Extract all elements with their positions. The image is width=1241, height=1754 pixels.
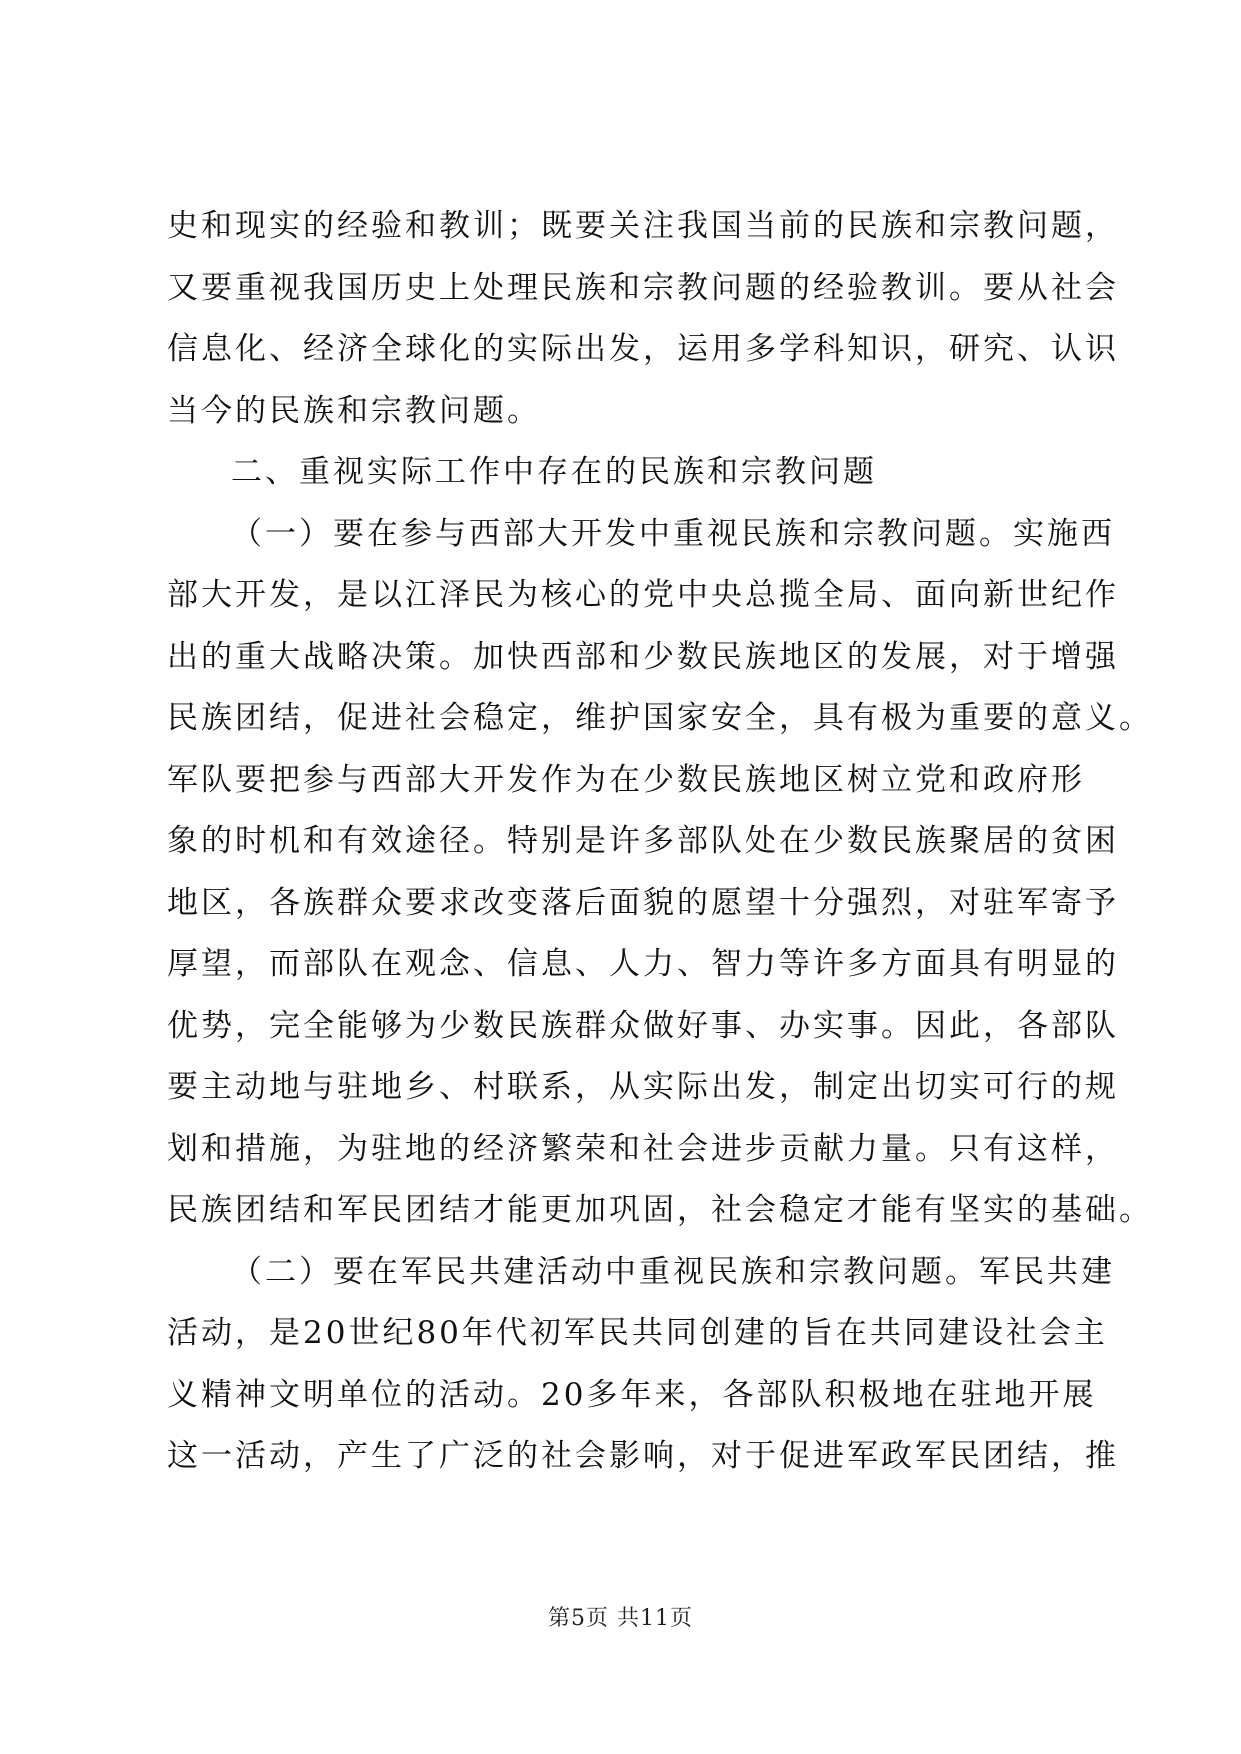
- text-line: 当今的民族和宗教问题。: [167, 392, 541, 429]
- text-line: 优势，完全能够为少数民族群众做好事、办实事。因此，各部队: [167, 1007, 1119, 1044]
- text-line: 信息化、经济全球化的实际出发，运用多学科知识，研究、认识: [167, 331, 1119, 367]
- text-line: 义精神文明单位的活动。20多年来，各部队积极地在驻地开展: [167, 1376, 1097, 1413]
- page-footer: 第5页 共11页: [548, 1606, 693, 1631]
- text-line: 史和现实的经验和教训；既要关注我国当前的民族和宗教问题，: [167, 208, 1119, 244]
- text-line: 民族团结和军民团结才能更加巩固，社会稳定才能有坚实的基础。: [167, 1192, 1153, 1228]
- text-line: 象的时机和有效途径。特别是许多部队处在少数民族聚居的贫困: [167, 823, 1119, 859]
- text-line: 又要重视我国历史上处理民族和宗教问题的经验教训。要从社会: [167, 269, 1119, 306]
- text-line: （二）要在军民共建活动中重视民族和宗教问题。军民共建: [231, 1253, 1115, 1290]
- text-line: （一）要在参与西部大开发中重视民族和宗教问题。实施西: [231, 515, 1115, 552]
- body-text: [167, 196, 1153, 1488]
- text-line: 军队要把参与西部大开发作为在少数民族地区树立党和政府形: [167, 761, 1085, 798]
- text-line: 地区，各族群众要求改变落后面貌的愿望十分强烈，对驻军寄予: [167, 884, 1119, 921]
- text-line: 要主动地与驻地乡、村联系，从实际出发，制定出切实可行的规: [167, 1069, 1119, 1105]
- section-heading: 二、重视实际工作中存在的民族和宗教问题: [231, 454, 877, 490]
- text-line: 划和措施，为驻地的经济繁荣和社会进步贡献力量。只有这样，: [167, 1130, 1119, 1167]
- text-line: 这一活动，产生了广泛的社会影响，对于促进军政军民团结，推: [167, 1438, 1119, 1474]
- text-line: 部大开发，是以江泽民为核心的党中央总揽全局、面向新世纪作: [167, 577, 1119, 613]
- text-line: 民族团结，促进社会稳定，维护国家安全，具有极为重要的意义。: [167, 700, 1153, 736]
- text-line: 出的重大战略决策。加快西部和少数民族地区的发展，对于增强: [167, 638, 1119, 675]
- text-line: 厚望，而部队在观念、信息、人力、智力等许多方面具有明显的: [167, 946, 1119, 982]
- text-line: 活动，是20世纪80年代初军民共同创建的旨在共同建设社会主: [167, 1315, 1108, 1351]
